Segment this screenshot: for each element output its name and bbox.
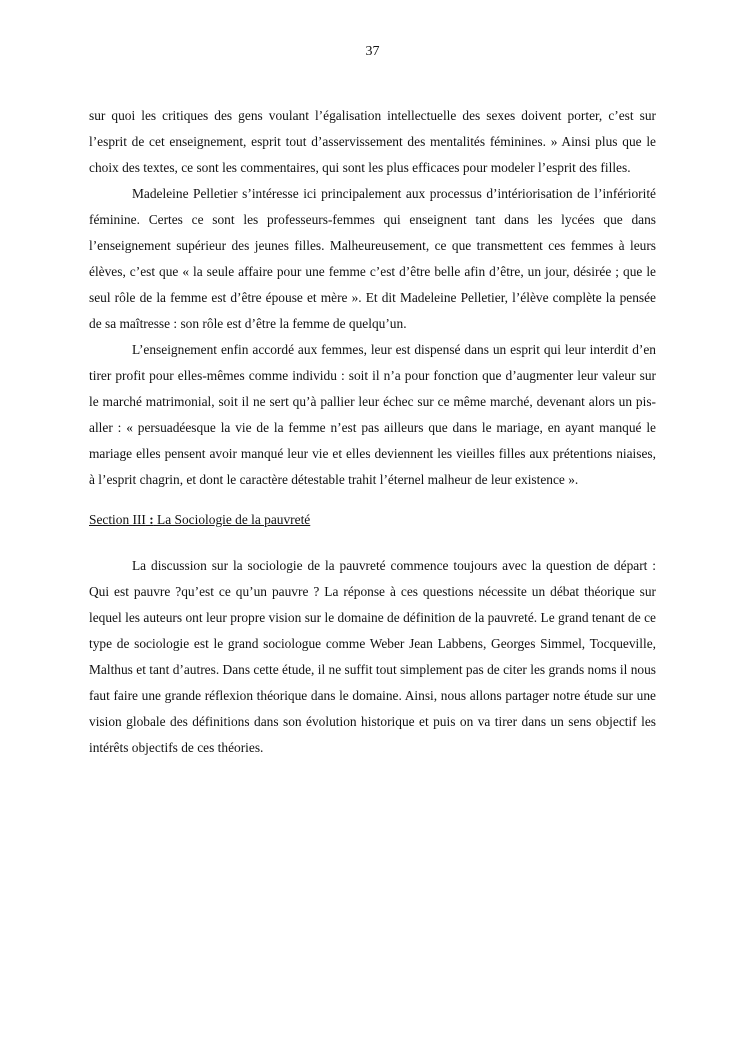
- section-label: Section III: [89, 512, 146, 527]
- section-title: La Sociologie de la pauvreté: [153, 512, 311, 527]
- section-heading: [89, 507, 656, 533]
- paragraph-3: L’enseignement enfin accordé aux femmes, leur est dispensé dans un esprit qui leur interdit d’en tirer profit pour elles-mêmes comme individu : soit il n’a pour fonction que d’augmenter leur valeur sur le marché matrimonial, soit il ne sert qu’à pallier leur échec sur ce même marché, devenant alors un pis-aller : « persuadéesque la vie de la femme n’est pas ailleurs que dans le mariage, en ayant manqué le mariage elles pensent avoir manqué leur vie et elles deviennent les vieilles filles aux prétentions niaises, à l’esprit chagrin, et dont le caractère détestable trahit l’éternel malheur de leur existence ».: [89, 342, 656, 487]
- paragraph-1: sur quoi les critiques des gens voulant l’égalisation intellectuelle des sexes doivent porter, c’est sur l’esprit de cet enseignement, esprit tout d’asservissement des mentalités féminines. » Ainsi plus que le choix des textes, ce sont les commentaires, qui sont les plus efficaces pour modeler l’esprit des filles.: [89, 108, 656, 175]
- paragraph-2: Madeleine Pelletier s’intéresse ici principalement aux processus d’intériorisation de l’infériorité féminine. Certes ce sont les professeurs-femmes qui enseignent tant dans les lycées que dans l’enseignement supérieur des jeunes filles. Malheureusement, ce que transmettent ces femmes à leurs élèves, c’est que « la seule affaire pour une femme c’est d’être belle afin d’être, un jour, désirée ; que le seul rôle de la femme est d’être épouse et mère ». Et dit Madeleine Pelletier, l’élève complète la pensée de sa maîtresse : son rôle est d’être la femme de quelqu’un.: [89, 186, 656, 331]
- body-text: [89, 103, 656, 761]
- page-number: 37: [365, 44, 380, 59]
- paragraph-4: La discussion sur la sociologie de la pauvreté commence toujours avec la question de départ : Qui est pauvre ?qu’est ce qu’un pauvre ? La réponse à ces questions nécessite un débat théorique sur lequel les auteurs ont leur propre vision sur le domaine de définition de la pauvreté. Le grand tenant de ce type de sociologie est le grand sociologue comme Weber Jean Labbens, Georges Simmel, Tocqueville, Malthus et tant d’autres. Dans cette étude, il ne suffit tout simplement pas de citer les grands noms il nous faut faire une grande réflexion théorique dans le domaine. Ainsi, nous allons partager notre étude sur une vision globale des définitions dans son évolution historique et puis on va tirer dans un sens objectif les intérêts objectifs de ces théories.: [89, 558, 656, 755]
- section-colon: :: [145, 512, 154, 527]
